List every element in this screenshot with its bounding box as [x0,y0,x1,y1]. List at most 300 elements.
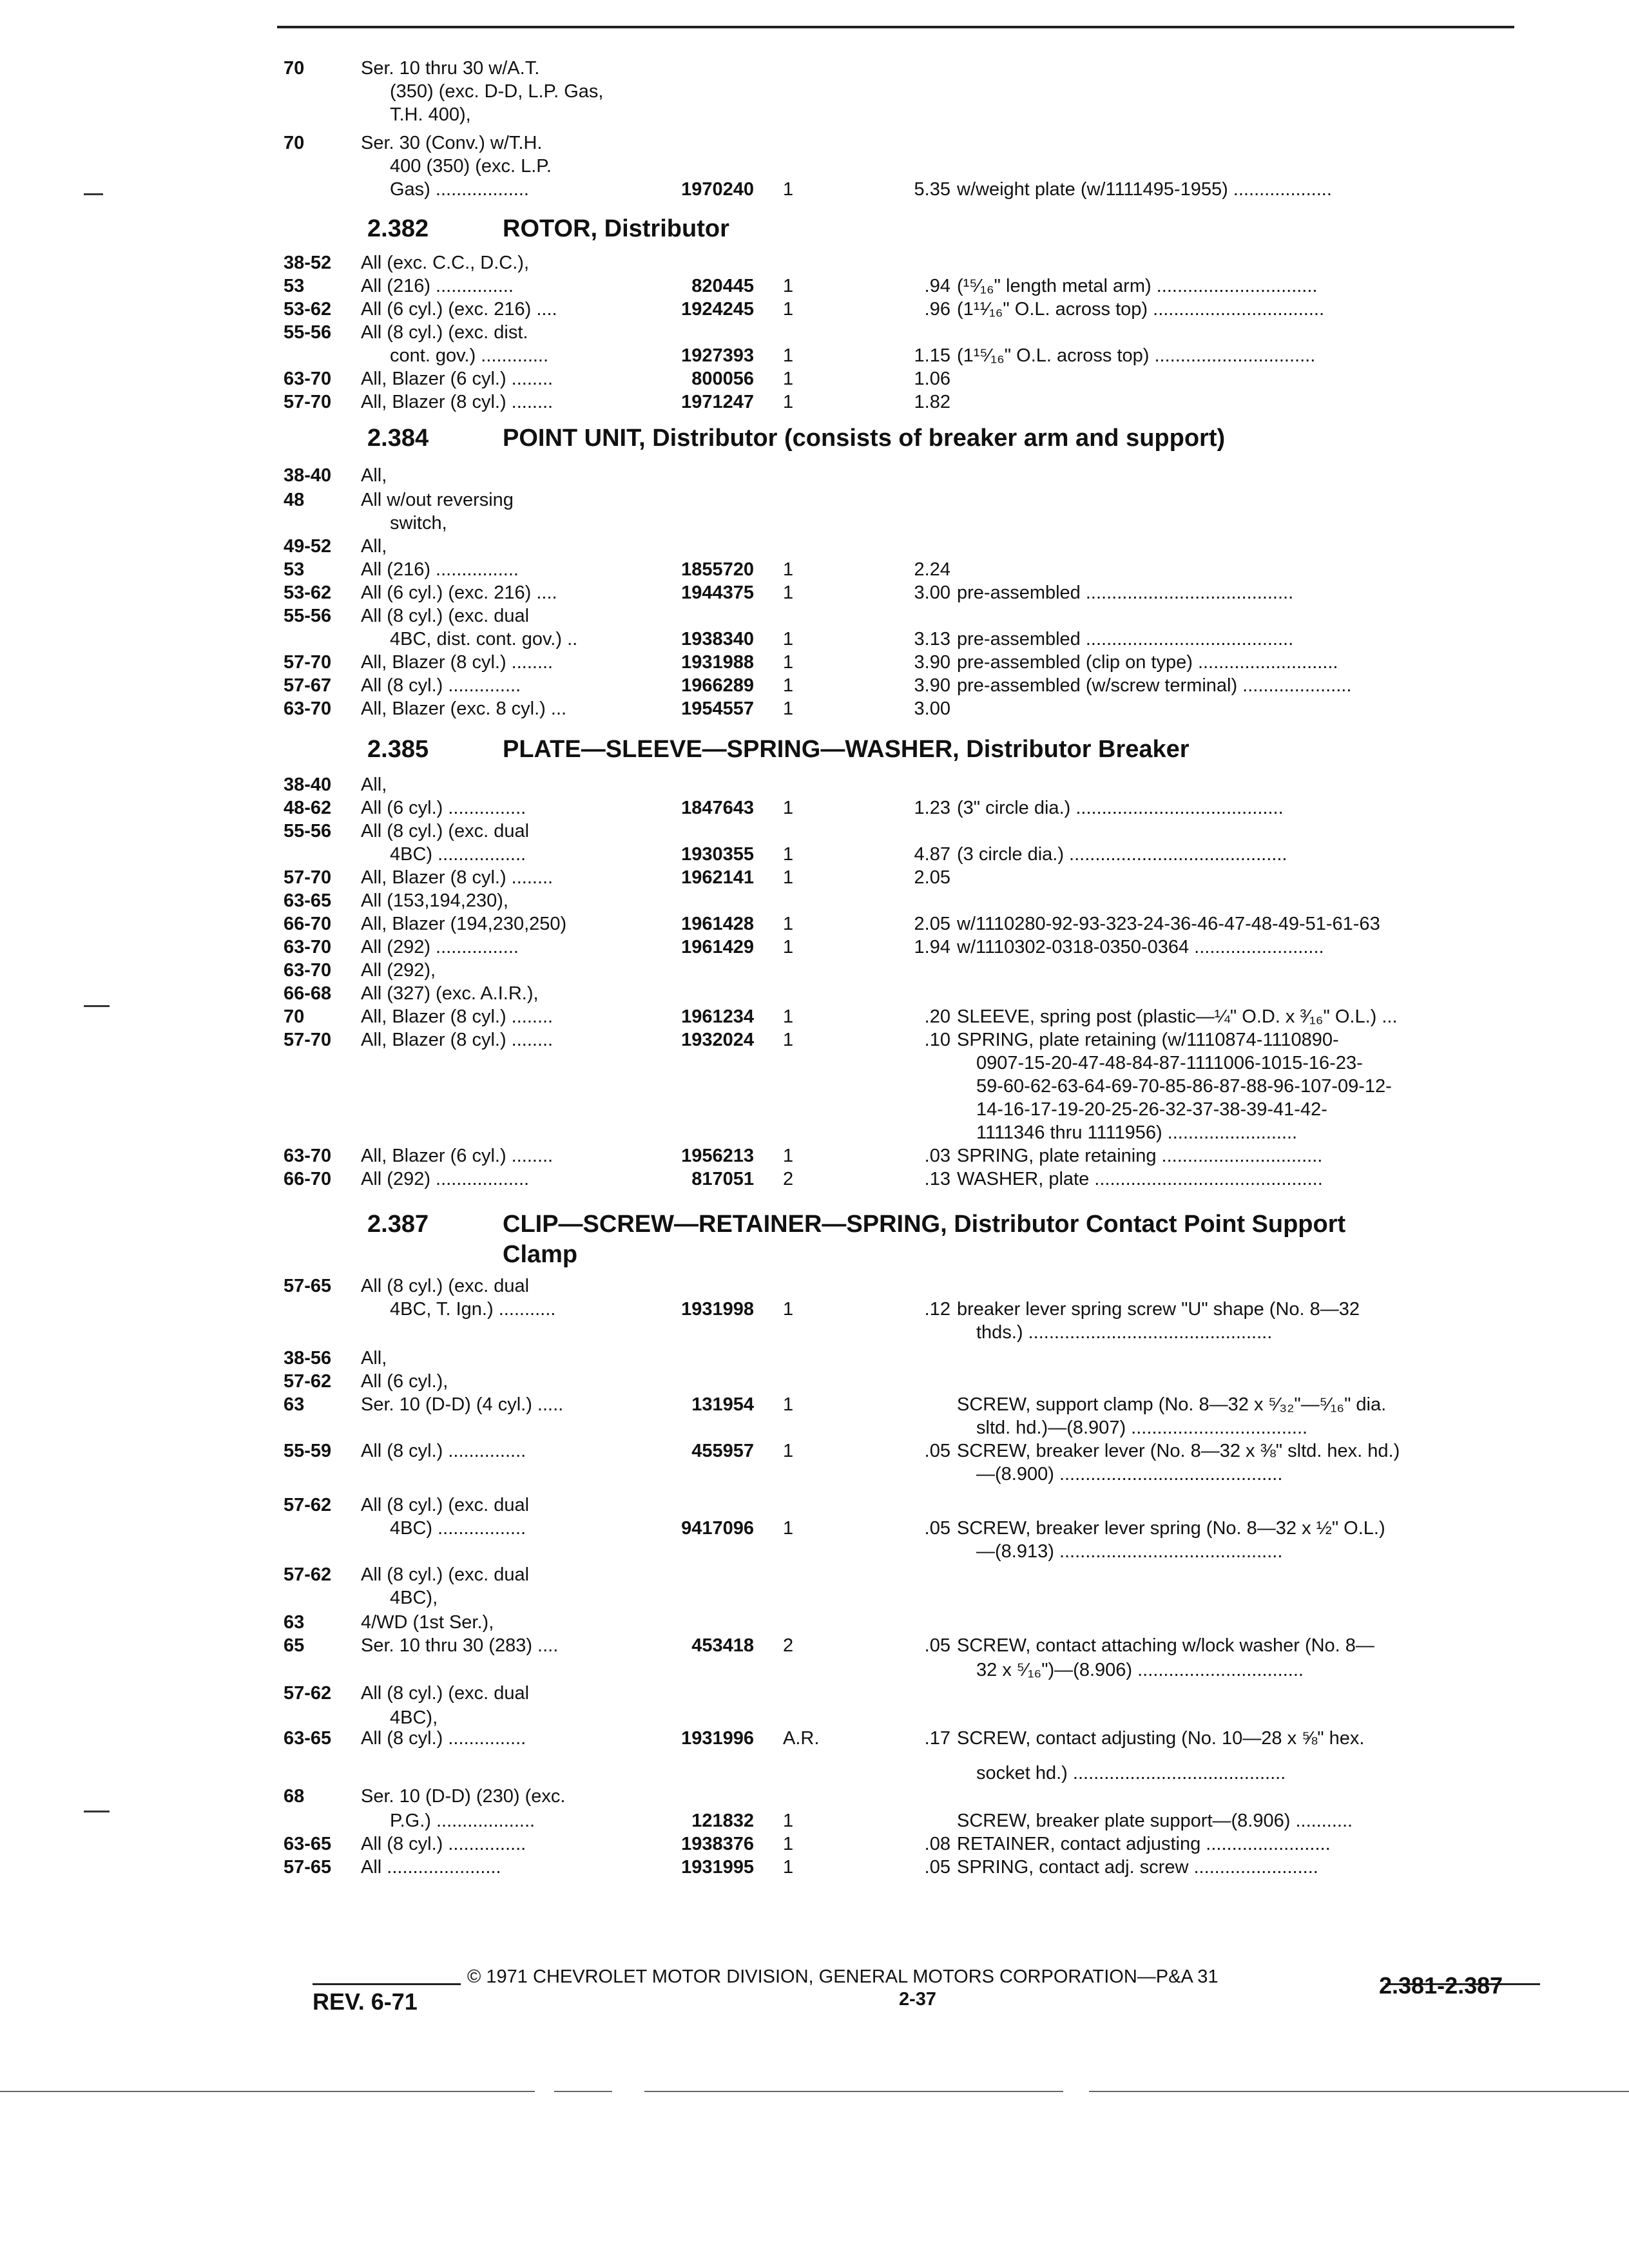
description-continued: 4BC) ................. [390,1518,526,1539]
description: All (8 cyl.) ............... [361,1441,526,1461]
price: .05 [924,1857,950,1878]
year-range: 63-70 [284,937,332,957]
description: All (8 cyl.) (exc. dual [361,1564,530,1585]
quantity: 1 [783,937,794,957]
description: All (6 cyl.) ............... [361,798,526,818]
year-range: 70 [284,58,305,79]
year-range: 55-56 [284,606,332,626]
table-row [0,464,1629,487]
table-row [0,344,1629,367]
table-row [0,1706,1629,1729]
table-row [0,1416,1629,1439]
description-continued: Gas) .................. [390,179,529,200]
remarks: pre-assembled ........................................ [957,629,1294,649]
description: All (8 cyl.) .............. [361,675,521,696]
table-row [0,1762,1629,1785]
table-row [0,1563,1629,1586]
year-range: 53 [284,276,305,296]
price: .20 [924,1006,950,1027]
quantity: 1 [783,1441,794,1461]
table-row [0,155,1629,178]
quantity: 1 [783,798,794,818]
quantity: 1 [783,1857,794,1878]
quantity: 1 [783,582,794,603]
quantity: 1 [783,652,794,673]
table-row [0,80,1629,103]
table-row [0,321,1629,344]
part-number: 817051 [691,1169,754,1189]
quantity: 2 [783,1169,794,1189]
table-row [0,488,1629,512]
table-row [0,1370,1629,1393]
remarks: SPRING, contact adj. screw ........................ [957,1857,1318,1878]
description: 4/WD (1st Ser.), [361,1612,494,1633]
remarks-continued: socket hd.) ......................................... [976,1763,1286,1783]
table-row [0,1634,1629,1657]
part-number: 1961234 [681,1006,754,1027]
part-number: 1932024 [681,1030,754,1050]
table-row [0,581,1629,604]
remarks-continued: 1111346 thru 1111956) ......................... [976,1122,1298,1143]
remarks-continued: 14-16-17-19-20-25-26-32-37-38-39-41-42- [976,1099,1327,1120]
part-number: 1931998 [681,1299,754,1320]
year-range: 63-65 [284,1728,332,1749]
footer-rule [313,1983,461,1985]
table-row [0,178,1629,201]
section-number: 2.387 [367,1211,429,1238]
table-row [0,1005,1629,1028]
part-number: 1944375 [681,582,754,603]
year-range: 57-70 [284,867,332,888]
remarks: (1¹⁵⁄₁₆" O.L. across top) ............................... [957,345,1316,366]
section-title: ROTOR, Distributor [503,215,729,242]
remarks: WASHER, plate ............................................ [957,1169,1323,1189]
description: All (exc. C.C., D.C.), [361,253,530,273]
description: Ser. 30 (Conv.) w/T.H. [361,133,543,153]
description: All (6 cyl.), [361,1371,448,1392]
table-row [0,1540,1629,1563]
description: All, Blazer (8 cyl.) ........ [361,1006,554,1027]
description: All (8 cyl.) (exc. dual [361,1276,530,1296]
description: Ser. 10 (D-D) (4 cyl.) ..... [361,1394,564,1415]
price: 2.24 [914,559,950,580]
table-row [0,1682,1629,1705]
year-range: 57-67 [284,675,332,696]
description-continued: 4BC, dist. cont. gov.) .. [390,629,578,649]
table-row [0,604,1629,628]
year-range: 66-68 [284,983,332,1004]
section-title: PLATE—SLEEVE—SPRING—WASHER, Distributor Breaker [503,736,1190,763]
quantity: 1 [783,698,794,719]
part-number: 800056 [691,369,754,389]
table-row [0,512,1629,535]
description-continued: T.H. 400), [390,104,471,125]
quantity: 1 [783,1006,794,1027]
part-number: 131954 [691,1394,754,1415]
price: 1.15 [914,345,950,366]
description-continued: cont. gov.) ............. [390,345,549,366]
description: All, [361,774,387,795]
part-number: 121832 [691,1811,754,1831]
remarks-continued: —(8.913) ........................................... [976,1541,1283,1562]
price: 1.94 [914,937,950,957]
quantity: 1 [783,629,794,649]
section-number: 2.385 [367,736,429,763]
description: Ser. 10 (D-D) (230) (exc. [361,1786,566,1807]
quantity: 1 [783,1811,794,1831]
price: .03 [924,1146,950,1166]
description: All, Blazer (194,230,250) [361,914,567,934]
description: All, [361,1348,387,1369]
price: 3.13 [914,629,950,649]
description-continued: 4BC) ................. [390,844,526,865]
table-row [0,1393,1629,1416]
table-row [0,982,1629,1005]
year-range: 55-56 [284,821,332,841]
table-row [0,274,1629,298]
description: All ...................... [361,1857,501,1878]
part-number: 9417096 [681,1518,754,1539]
table-row [0,843,1629,866]
table-row [0,1144,1629,1168]
price: .10 [924,1030,950,1050]
table-row [0,1274,1629,1298]
table-row [0,1321,1629,1344]
table-row [0,796,1629,820]
table-row [0,697,1629,720]
year-range: 63 [284,1612,305,1633]
year-range: 57-70 [284,1030,332,1050]
quantity: 1 [783,1394,794,1415]
description: All (8 cyl.) (exc. dist. [361,322,528,343]
table-row [0,1494,1629,1517]
table-row [0,1611,1629,1634]
description-continued: (350) (exc. D-D, L.P. Gas, [390,81,604,102]
description-continued: P.G.) ................... [390,1811,535,1831]
part-number: 1924245 [681,299,754,320]
section-title: CLIP—SCREW—RETAINER—SPRING, Distributor Contact Point Support [503,1211,1346,1238]
description: All (6 cyl.) (exc. 216) .... [361,299,557,320]
year-range: 63 [284,1394,305,1415]
page-number: 2-37 [899,1989,937,2010]
part-number: 1855720 [681,559,754,580]
remarks-continued: —(8.900) ........................................... [976,1464,1283,1485]
remarks-continued: thds.) ............................................... [976,1322,1273,1343]
price: .05 [924,1635,950,1656]
part-number: 1931996 [681,1728,754,1749]
remarks: SCREW, contact attaching w/lock washer (No. 8— [957,1635,1374,1656]
description-continued: 4BC, T. Ign.) ........... [390,1299,556,1320]
remarks: breaker lever spring screw "U" shape (No. 8—32 [957,1299,1360,1320]
table-row [0,820,1629,843]
revision-label: REV. 6-71 [313,1988,418,2015]
description: All (8 cyl.) ............... [361,1834,526,1854]
description: All, Blazer (exc. 8 cyl.) ... [361,698,567,719]
year-range: 63-70 [284,1146,332,1166]
price: 2.05 [914,867,950,888]
year-range: 48-62 [284,798,332,818]
table-row [0,1727,1629,1750]
price: .05 [924,1518,950,1539]
remarks: w/1110280-92-93-323-24-36-46-47-48-49-51-61-63 [957,914,1380,934]
table-row [0,131,1629,155]
part-number: 1971247 [681,392,754,412]
part-number: 1931995 [681,1857,754,1878]
quantity: A.R. [783,1728,820,1749]
section-header [0,733,1629,765]
remarks: SPRING, plate retaining ............................... [957,1146,1323,1166]
description: All, [361,536,387,557]
table-row [0,103,1629,126]
quantity: 1 [783,844,794,865]
description: All (292), [361,960,436,981]
table-row [0,251,1629,274]
description: All, Blazer (8 cyl.) ........ [361,652,554,673]
table-row [0,1298,1629,1321]
description: All, Blazer (6 cyl.) ........ [361,369,554,389]
quantity: 1 [783,1299,794,1320]
part-number: 455957 [691,1441,754,1461]
price: 1.82 [914,392,950,412]
table-row [0,1028,1629,1052]
remarks: w/weight plate (w/1111495-1955) ................... [957,179,1332,200]
quantity: 1 [783,299,794,320]
year-range: 57-62 [284,1371,332,1392]
description: All (292) .................. [361,1169,530,1189]
copyright-line: © 1971 CHEVROLET MOTOR DIVISION, GENERAL MOTORS CORPORATION—P&A 31 [467,1966,1219,1987]
price: .96 [924,299,950,320]
scan-rule [0,2091,535,2092]
part-number: 1930355 [681,844,754,865]
description: All (216) ............... [361,276,514,296]
table-row [0,558,1629,581]
scan-rule [1089,2091,1629,2092]
description: All, Blazer (8 cyl.) ........ [361,392,554,412]
year-range: 38-40 [284,774,332,795]
part-number: 1961429 [681,937,754,957]
part-number: 1847643 [681,798,754,818]
price: 1.06 [914,369,950,389]
section-number: 2.384 [367,425,429,452]
price: 4.87 [914,844,950,865]
remarks-continued: sltd. hd.)—(8.907) .................................. [976,1418,1308,1438]
description: All (8 cyl.) (exc. dual [361,1495,530,1515]
section-number: 2.382 [367,215,429,242]
year-range: 66-70 [284,914,332,934]
table-row [0,866,1629,889]
year-range: 63-65 [284,1834,332,1854]
part-number: 1927393 [681,345,754,366]
section-title-continued: Clamp [503,1241,578,1268]
part-number: 1954557 [681,698,754,719]
table-row [0,1439,1629,1463]
year-range: 63-70 [284,698,332,719]
price: 2.05 [914,914,950,934]
price: .94 [924,276,950,296]
year-range: 66-70 [284,1169,332,1189]
table-row [0,651,1629,674]
table-row [0,1075,1629,1098]
year-range: 53-62 [284,299,332,320]
part-number: 1956213 [681,1146,754,1166]
part-number: 1970240 [681,179,754,200]
description: All (292) ................ [361,937,519,957]
section-header-continued [0,1238,1629,1271]
remarks-continued: 0907-15-20-47-48-84-87-1111006-1015-16-23- [976,1053,1363,1073]
description: All, Blazer (8 cyl.) ........ [361,867,554,888]
quantity: 1 [783,1834,794,1854]
year-range: 70 [284,133,305,153]
table-row [0,889,1629,912]
price: 1.23 [914,798,950,818]
section-header [0,422,1629,454]
remarks: SCREW, support clamp (No. 8—32 x ⁵⁄₃₂"—⁵⁄₁₆" dia. [957,1394,1387,1415]
part-number: 820445 [691,276,754,296]
table-row [0,1809,1629,1832]
remarks: (1¹¹⁄₁₆" O.L. across top) ................................. [957,299,1325,320]
table-row [0,390,1629,414]
table-row [0,1832,1629,1856]
table-row [0,773,1629,796]
quantity: 1 [783,867,794,888]
table-row [0,628,1629,651]
table-row [0,298,1629,321]
description-continued: 400 (350) (exc. L.P. [390,156,552,177]
year-range: 57-62 [284,1683,332,1704]
quantity: 1 [783,914,794,934]
year-range: 57-70 [284,652,332,673]
top-rule [277,26,1514,28]
section-header [0,213,1629,245]
part-number: 453418 [691,1635,754,1656]
section-header [0,1208,1629,1240]
price: 3.90 [914,675,950,696]
year-range: 57-62 [284,1495,332,1515]
price: .08 [924,1834,950,1854]
year-range: 55-59 [284,1441,332,1461]
year-range: 53 [284,559,305,580]
table-row [0,1586,1629,1610]
table-row [0,1658,1629,1682]
table-row [0,1098,1629,1121]
year-range: 38-52 [284,253,332,273]
quantity: 2 [783,1635,794,1656]
year-range: 57-65 [284,1276,332,1296]
description: Ser. 10 thru 30 (283) .... [361,1635,559,1656]
remarks: pre-assembled (clip on type) ........................... [957,652,1338,673]
year-range: 57-62 [284,1564,332,1585]
description: All (216) ................ [361,559,519,580]
description: All (327) (exc. A.I.R.), [361,983,539,1004]
remarks: SCREW, breaker plate support—(8.906) ........... [957,1811,1353,1831]
table-row [0,959,1629,982]
remarks: SCREW, contact adjusting (No. 10—28 x ⅝" hex. [957,1728,1365,1749]
description-continued: 4BC), [390,1707,438,1728]
quantity: 1 [783,559,794,580]
table-row [0,936,1629,959]
quantity: 1 [783,345,794,366]
part-number: 1931988 [681,652,754,673]
quantity: 1 [783,1030,794,1050]
price: 3.00 [914,582,950,603]
remarks: (3 circle dia.) .......................................... [957,844,1287,865]
table-row [0,1463,1629,1486]
table-row [0,1785,1629,1808]
year-range: 63-70 [284,369,332,389]
year-range: 38-40 [284,465,332,486]
quantity: 1 [783,179,794,200]
year-range: 63-70 [284,960,332,981]
price: .05 [924,1441,950,1461]
description: All, [361,465,387,486]
part-number: 1961428 [681,914,754,934]
scan-rule [644,2091,1063,2092]
remarks: SCREW, breaker lever spring (No. 8—32 x ½" O.L.) [957,1518,1385,1539]
section-title: POINT UNIT, Distributor (consists of breaker arm and support) [503,425,1226,452]
table-row [0,1517,1629,1540]
table-row [0,367,1629,390]
table-row [0,1052,1629,1075]
year-range: 53-62 [284,582,332,603]
price: .17 [924,1728,950,1749]
table-row [0,1856,1629,1879]
year-range: 57-70 [284,392,332,412]
description: All (8 cyl.) (exc. dual [361,821,530,841]
description: All (153,194,230), [361,890,508,911]
remarks: RETAINER, contact adjusting ........................ [957,1834,1331,1854]
price: .13 [924,1169,950,1189]
description: All (8 cyl.) ............... [361,1728,526,1749]
quantity: 1 [783,369,794,389]
table-row [0,1347,1629,1370]
year-range: 65 [284,1635,305,1656]
remarks: (¹⁵⁄₁₆" length metal arm) ............................... [957,276,1318,296]
table-row [0,674,1629,697]
table-row [0,57,1629,80]
description-continued: 4BC), [390,1588,438,1608]
description-continued: switch, [390,513,447,533]
part-number: 1966289 [681,675,754,696]
year-range: 70 [284,1006,305,1027]
part-number: 1938376 [681,1834,754,1854]
description: Ser. 10 thru 30 w/A.T. [361,58,540,79]
description: All w/out reversing [361,490,514,510]
table-row [0,1121,1629,1144]
remarks: pre-assembled ........................................ [957,582,1294,603]
description: All, Blazer (8 cyl.) ........ [361,1030,554,1050]
quantity: 1 [783,276,794,296]
price: .12 [924,1299,950,1320]
remarks: SLEEVE, spring post (plastic—¼" O.D. x ³⁄₁₆" O.L.) ... [957,1006,1398,1027]
section-range: 2.381-2.387 [1379,1972,1503,1999]
quantity: 1 [783,1518,794,1539]
price: 3.90 [914,652,950,673]
part-number: 1962141 [681,867,754,888]
table-row [0,912,1629,936]
remarks-continued: 32 x ⁵⁄₁₆")—(8.906) ................................ [976,1660,1304,1680]
quantity: 1 [783,675,794,696]
remarks-continued: 59-60-62-63-64-69-70-85-86-87-88-96-107-09-12- [976,1076,1392,1097]
year-range: 38-56 [284,1348,332,1369]
description: All (8 cyl.) (exc. dual [361,606,530,626]
year-range: 55-56 [284,322,332,343]
remarks: SCREW, breaker lever (No. 8—32 x ⅜" sltd. hex. hd.) [957,1441,1400,1461]
description: All (8 cyl.) (exc. dual [361,1683,530,1704]
remarks: w/1110302-0318-0350-0364 ......................... [957,937,1324,957]
remarks: (3" circle dia.) ........................................ [957,798,1284,818]
remarks: pre-assembled (w/screw terminal) ..................... [957,675,1352,696]
description: All (6 cyl.) (exc. 216) .... [361,582,557,603]
